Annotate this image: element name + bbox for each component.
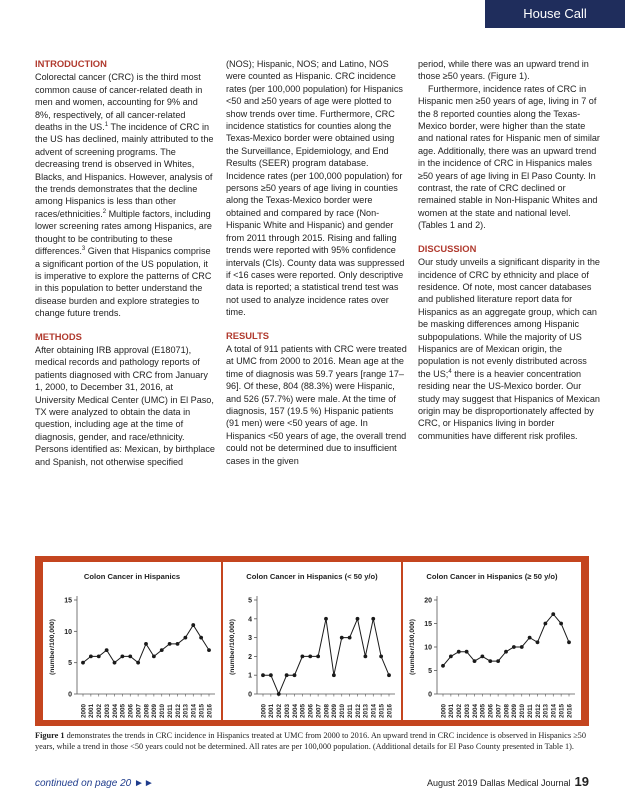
x-tick-label: 2013 xyxy=(362,703,370,718)
x-tick-label: 2011 xyxy=(526,704,534,718)
y-tick-label: 5 xyxy=(428,668,432,675)
x-tick-label: 2010 xyxy=(519,703,527,718)
chart-hispanics-under-50 xyxy=(223,562,401,720)
data-point xyxy=(207,648,211,652)
x-tick-label: 2009 xyxy=(331,703,339,718)
data-point xyxy=(293,673,297,677)
results-paragraph: A total of 911 patients with CRC were treated at UMC from 2000 to 2016. Mean age at the time of diagnosis was 59.7 years [range 17–96]. Of these, 804 (88.3%) were Hispanic, and 526 (57.7%) were male. At the time of diagnosis, 157 (19.5 %) Hispanic patients (91 men) were <50 years of age. In Hispanics <50 years of age, the overall trend could not be determined due to insufficient cases in the given xyxy=(226,343,407,466)
x-tick-label: 2001 xyxy=(88,703,96,718)
y-tick-label: 3 xyxy=(248,635,252,643)
discussion-paragraph xyxy=(418,256,600,442)
data-point xyxy=(504,650,508,654)
x-tick-label: 2006 xyxy=(127,703,135,718)
x-tick-label: 2015 xyxy=(558,703,566,718)
x-tick-label: 2010 xyxy=(339,703,347,718)
x-tick-label: 2008 xyxy=(503,703,511,718)
citation-3: 3 xyxy=(81,246,86,253)
series-line xyxy=(443,614,569,666)
methods-heading: METHODS xyxy=(35,330,82,342)
data-point xyxy=(379,655,383,659)
x-tick-label: 2004 xyxy=(471,703,479,718)
data-point xyxy=(465,650,469,654)
y-tick-label: 15 xyxy=(64,597,72,605)
citation-2: 2 xyxy=(102,208,107,215)
article-column-3 xyxy=(418,58,600,442)
y-tick-label: 10 xyxy=(64,628,72,636)
chart-panel-all xyxy=(43,562,221,720)
continued-link[interactable]: continued on page 20 ►► xyxy=(35,778,154,789)
data-point xyxy=(520,645,524,649)
x-tick-label: 2009 xyxy=(511,703,519,718)
data-point xyxy=(152,655,156,659)
data-point xyxy=(332,673,336,677)
data-point xyxy=(308,655,312,659)
y-tick-label: 5 xyxy=(68,660,72,668)
chart-panel-under50 xyxy=(223,562,401,720)
data-point xyxy=(559,622,563,626)
caption-text: demonstrates the trends in CRC incidence in Hispanics treated at UMC from 2000 to 2016. An upward trend in CRC incidence is observed in Hispanics ≥50 years, while a trend in those <50 years could not be determined. All rates are per 100,000 population. (Additional details for El Paso County presented in Table 1). xyxy=(35,731,586,751)
data-point xyxy=(269,673,273,677)
data-point xyxy=(277,692,281,696)
x-tick-label: 2014 xyxy=(190,703,198,718)
x-tick-label: 2004 xyxy=(111,703,119,718)
page-number: 19 xyxy=(574,774,589,789)
x-tick-label: 2013 xyxy=(182,703,190,718)
data-point xyxy=(449,655,453,659)
y-tick-label: 1 xyxy=(248,672,252,680)
x-tick-label: 2015 xyxy=(198,703,206,718)
data-point xyxy=(120,655,124,659)
introduction-paragraph xyxy=(35,71,215,319)
data-point xyxy=(128,655,132,659)
x-tick-label: 2012 xyxy=(534,703,542,718)
x-tick-label: 2001 xyxy=(448,703,456,718)
intro-text-d: Given that Hispanics comprise a significant portion of the US population, it is imperative to explore the patterns of CRC in this population to better understand the disease burden and explore strategies to change future trends. xyxy=(35,246,212,319)
figure-1 xyxy=(35,556,589,726)
data-point xyxy=(97,655,101,659)
data-point xyxy=(183,636,187,640)
data-point xyxy=(144,642,148,646)
x-tick-label: 2006 xyxy=(307,703,315,718)
y-tick-label: 5 xyxy=(248,597,252,605)
discussion-text-b: there is a heavier concentration residing near the US-Mexico border. Our study may suggest that Hispanics of Mexican origin may be disproportionately affected by CRC, or Hispanics living in border communities have different risk profiles. xyxy=(418,368,600,441)
data-point xyxy=(441,664,445,668)
data-point xyxy=(473,659,477,663)
x-tick-label: 2007 xyxy=(315,703,323,718)
data-point xyxy=(136,661,140,665)
x-tick-label: 2005 xyxy=(119,703,127,718)
series-line xyxy=(263,619,389,694)
section-tab: House Call xyxy=(485,0,625,28)
y-axis-label: (number/100,000) xyxy=(229,619,236,675)
citation-4: 4 xyxy=(448,368,452,375)
y-axis-label: (number/100,000) xyxy=(409,619,416,675)
intro-text-c: Multiple factors, including lower screening rates among Hispanics, are thought to be contributing to these differences. xyxy=(35,208,212,257)
x-tick-label: 2016 xyxy=(206,703,214,718)
data-point xyxy=(496,659,500,663)
data-point xyxy=(348,636,352,640)
data-point xyxy=(528,636,532,640)
intro-text-a: Colorectal cancer (CRC) is the third most common cause of cancer-related death in men and women, accounting for 9% and 8%, respectively, of all cancer-related deaths in the US. xyxy=(35,72,203,133)
introduction-heading: INTRODUCTION xyxy=(35,58,107,69)
page-footer xyxy=(427,774,589,789)
methods-continued: (NOS); Hispanic, NOS; and Latino, NOS were counted as Hispanic. CRC incidence rates (per 100,000 population) for Hispanics <50 and ≥50 years of age were plotted to show trends over time. Furthermore, CRC incidence statistics for counties along the Texas-Mexico border were obtained using the Surveillance, Epidemiology, and End Results (SEER) program database. Incidence rates (per 100,000 population) for persons ≥50 years of age living in counties along the Texas-Mexico border were obtained and compared by race (Non-Hispanic White and Hispanic) and gender from 2011 through 2015. Rising and falling trends were reported with 95% confidence intervals (CIs). County data was suppressed if <16 cases were reported. Only descriptive data is reported; a statistical trend test was not used to analyze incidence rates over time. xyxy=(226,59,405,318)
x-tick-label: 2011 xyxy=(166,704,174,718)
data-point xyxy=(480,655,484,659)
discussion-heading: DISCUSSION xyxy=(418,242,477,254)
x-tick-label: 2013 xyxy=(542,703,550,718)
results-heading: RESULTS xyxy=(226,329,270,341)
x-tick-label: 2000 xyxy=(260,703,268,718)
citation-1: 1 xyxy=(104,122,109,128)
article-column-1 xyxy=(35,58,215,468)
y-tick-label: 20 xyxy=(424,597,432,605)
x-tick-label: 2007 xyxy=(495,703,503,718)
data-point xyxy=(300,655,304,659)
x-tick-label: 2014 xyxy=(550,703,558,718)
caption-label: Figure 1 xyxy=(35,731,65,740)
x-tick-label: 2010 xyxy=(159,703,167,718)
x-tick-label: 2002 xyxy=(276,703,284,718)
issue-label: August 2019 Dallas Medical Journal xyxy=(426,778,571,788)
methods-paragraph: After obtaining IRB approval (E18071), medical records and pathology reports of patients diagnosed with CRC from January 1, 2000, to December 31, 2016, at University Medical Center (UMC) in El Paso, TX were analyzed to obtain the data in question, including age at the time of diagnosis, gender, and race/ethnicity. Persons identified as: Mexican, by birthplace and Spanish, not otherwise specified xyxy=(35,344,215,467)
x-tick-label: 2001 xyxy=(268,703,276,718)
y-tick-label: 0 xyxy=(248,691,252,699)
figure-caption xyxy=(35,731,591,752)
x-tick-label: 2000 xyxy=(440,703,448,718)
y-tick-label: 0 xyxy=(428,691,432,699)
data-point xyxy=(316,655,320,659)
x-tick-label: 2012 xyxy=(354,703,362,718)
data-point xyxy=(356,617,360,621)
results-continued: period, while there was an upward trend in those ≥50 years. (Figure 1). xyxy=(418,59,589,82)
x-tick-label: 2005 xyxy=(479,703,487,718)
data-point xyxy=(168,642,172,646)
data-point xyxy=(81,661,85,665)
x-tick-label: 2016 xyxy=(386,703,394,718)
y-tick-label: 0 xyxy=(68,691,72,699)
data-point xyxy=(567,640,571,644)
x-tick-label: 2011 xyxy=(346,704,354,718)
x-tick-label: 2006 xyxy=(487,703,495,718)
data-point xyxy=(543,622,547,626)
data-point xyxy=(285,673,289,677)
results-paragraph-2: Furthermore, incidence rates of CRC in Hispanic men ≥50 years of age, living in 7 of the 8 reported counties along the Texas-Mexico border, were higher than the state and national rates for Hispanic men of similar age. Additionally, there was an upward trend in the incidence of CRC in Hispanics males ≥50 years of age living in El Paso County. In contrast, the rate of CRC declined or remained stable in Non-Hispanic Whites and women at the state and national level. (Tables 1 and 2). xyxy=(418,83,600,231)
chart-title: Colon Cancer in Hispanics xyxy=(83,572,181,581)
x-tick-label: 2008 xyxy=(143,703,151,718)
y-axis-label: (number/100,000) xyxy=(49,619,56,675)
data-point xyxy=(512,645,516,649)
data-point xyxy=(105,648,109,652)
article-column-2 xyxy=(226,58,407,467)
data-point xyxy=(371,617,375,621)
data-point xyxy=(536,640,540,644)
data-point xyxy=(261,673,265,677)
x-tick-label: 2007 xyxy=(135,703,143,718)
x-tick-label: 2002 xyxy=(96,703,104,718)
x-tick-label: 2008 xyxy=(323,703,331,718)
x-tick-label: 2015 xyxy=(378,703,386,718)
x-tick-label: 2004 xyxy=(291,703,299,718)
data-point xyxy=(89,655,93,659)
chart-all-hispanics xyxy=(43,562,221,720)
x-tick-label: 2003 xyxy=(463,703,471,718)
x-tick-label: 2009 xyxy=(151,703,159,718)
x-tick-label: 2012 xyxy=(174,703,182,718)
data-point xyxy=(176,642,180,646)
x-tick-label: 2005 xyxy=(299,703,307,718)
y-tick-label: 2 xyxy=(248,653,252,661)
data-point xyxy=(488,659,492,663)
data-point xyxy=(551,612,555,616)
chart-title: Colon Cancer in Hispanics (≥ 50 y/o) xyxy=(426,572,558,581)
data-point xyxy=(324,617,328,621)
data-point xyxy=(199,636,203,640)
data-point xyxy=(191,623,195,627)
data-point xyxy=(340,636,344,640)
data-point xyxy=(363,655,367,659)
data-point xyxy=(387,673,391,677)
chart-title: Colon Cancer in Hispanics (< 50 y/o) xyxy=(246,572,378,581)
x-tick-label: 2016 xyxy=(566,703,574,718)
discussion-text-a: Our study unveils a significant disparity in the incidence of CRC by ethnicity and place of residence. Of note, most cancer databases and published literature report data for Hispanics as an aggregate group, which can be masking differences among Hispanic subpopulations. While the majority of US Hispanics are of Mexican origin, the population is not evenly distributed across the US; xyxy=(418,257,600,379)
data-point xyxy=(160,648,164,652)
x-tick-label: 2003 xyxy=(283,703,291,718)
chart-panel-over50 xyxy=(403,562,581,720)
intro-text-b: The incidence of CRC in the US has declined, mainly attributed to the advent of screening programs. The decreasing trend is observed in Whites, Blacks, and Hispanics. However, analysis of the trends demonstrates that the decline among Hispanics is less than other races/ethnicities. xyxy=(35,122,214,219)
x-tick-label: 2002 xyxy=(456,703,464,718)
data-point xyxy=(457,650,461,654)
data-point xyxy=(113,661,117,665)
y-tick-label: 10 xyxy=(424,644,432,652)
x-tick-label: 2003 xyxy=(103,703,111,718)
x-tick-label: 2014 xyxy=(370,703,378,718)
y-tick-label: 15 xyxy=(424,621,432,628)
y-tick-label: 4 xyxy=(248,616,252,624)
chart-hispanics-50-plus xyxy=(403,562,581,720)
x-tick-label: 2000 xyxy=(80,703,88,718)
